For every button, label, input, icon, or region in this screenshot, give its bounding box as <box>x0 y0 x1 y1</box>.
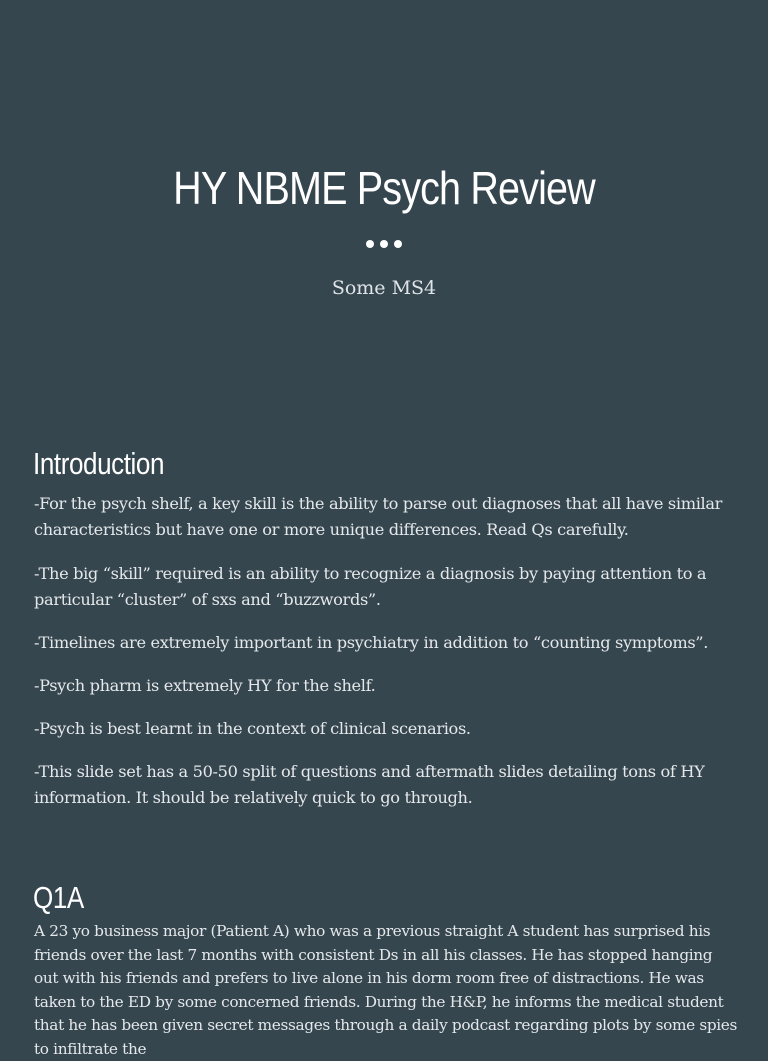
intro-paragraph: -Psych pharm is extremely HY for the shelf. <box>34 676 376 695</box>
presentation-title: HY NBME Psych Review <box>173 162 595 214</box>
dot-icon <box>380 240 388 248</box>
intro-paragraph: -The big “skill” required is an ability to recognize a diagnosis by paying attention to a particular “cluster” of sxs and “buzzwords”. <box>34 564 707 609</box>
divider-dots <box>0 240 768 248</box>
title-slide <box>0 0 768 410</box>
intro-paragraph: -Psych is best learnt in the context of clinical scenarios. <box>34 719 471 738</box>
presentation-subtitle: Some MS4 <box>331 277 437 299</box>
introduction-heading: Introduction <box>33 446 165 481</box>
intro-paragraph: -Timelines are extremely important in psychiatry in addition to “counting symptoms”. <box>34 633 709 652</box>
intro-paragraph: -For the psych shelf, a key skill is the ability to parse out diagnoses that all have similar characteristics but have one or more unique differences. Read Qs carefully. <box>34 494 723 539</box>
q1a-heading: Q1A <box>33 880 84 915</box>
dot-icon <box>394 240 402 248</box>
dot-icon <box>366 240 374 248</box>
intro-paragraph: -This slide set has a 50-50 split of questions and aftermath slides detailing tons of HY information. It should be relatively quick to go through. <box>34 762 705 807</box>
q1a-question-text: A 23 yo business major (Patient A) who was a previous straight A student has surprised his friends over the last 7 months with consistent Ds in all his classes. He has stopped hanging out with his friends and prefers to live alone in his dorm room free of distractions. He was taken to the ED by some concerned friends. During the H&P, he informs the medical student that he has been given secret messages through a daily podcast regarding plots by some spies to infiltrate the <box>34 922 738 1058</box>
